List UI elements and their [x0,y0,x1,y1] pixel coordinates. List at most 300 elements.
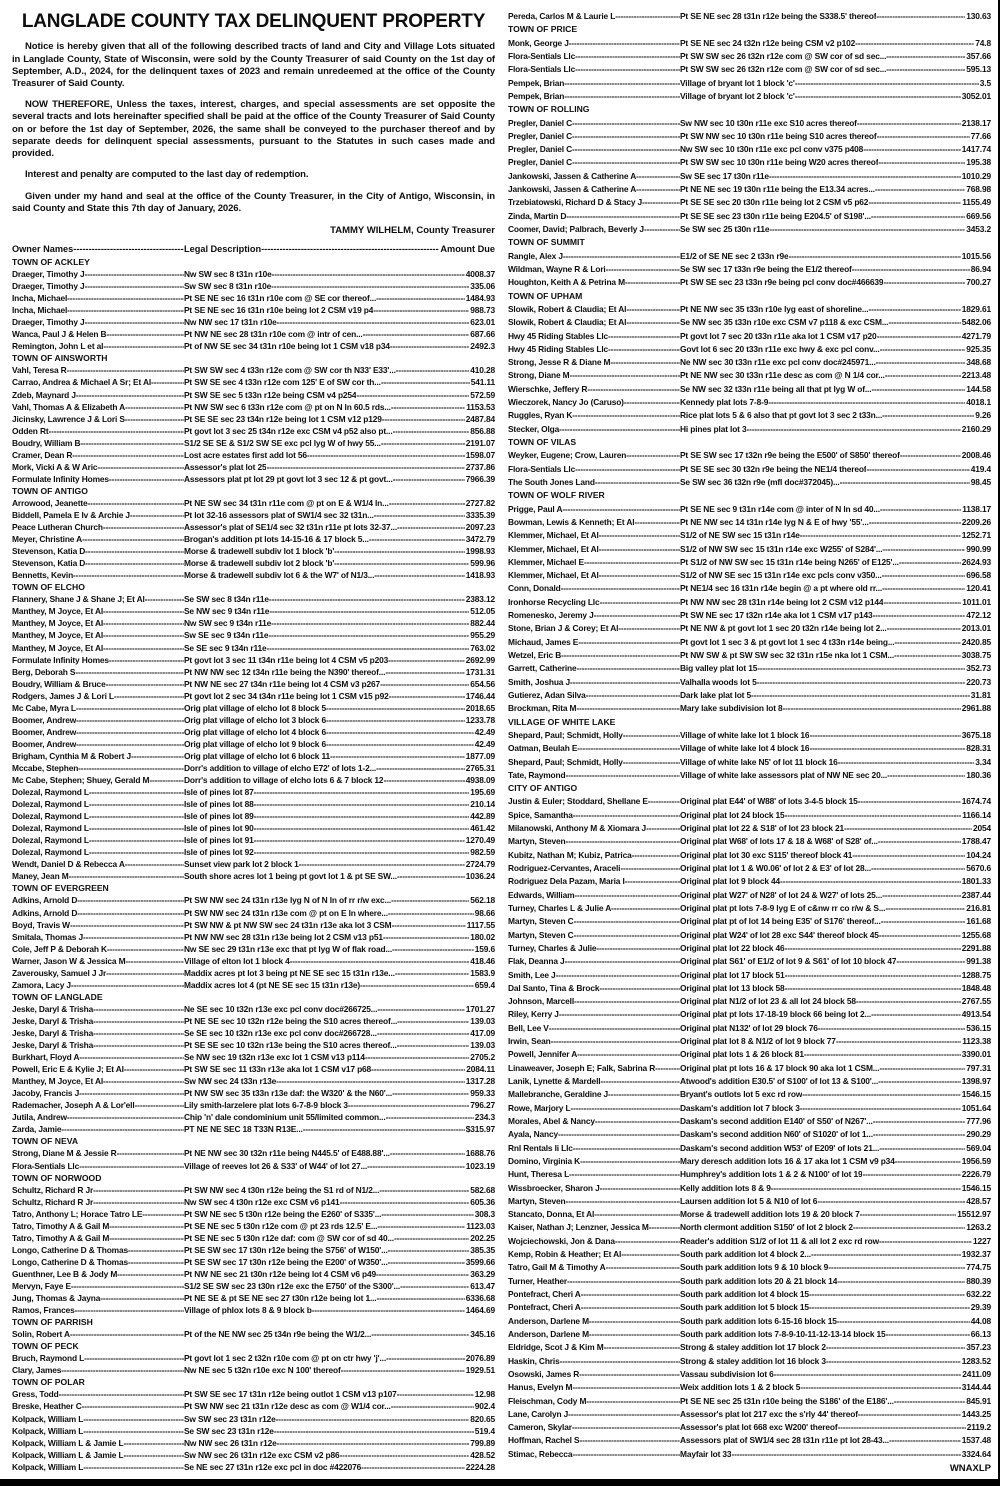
legal-description: Pt SW SE sec 5 t33n r12e being CSM v4 p254 [184,389,357,400]
leader-dashes [565,1195,680,1208]
leader-dashes [79,1160,184,1172]
leader-dashes [326,702,465,714]
property-row [508,609,991,622]
section-heading: TOWN OF ACKLEY [12,257,90,267]
property-row [508,809,991,822]
owner-name: Hanus, Evelyn M [508,1382,573,1393]
leader-dashes [809,1301,970,1314]
owner-name: Rangle, Alex J [508,250,563,261]
amount-due: 180.02 [470,931,495,942]
leader-dashes [886,1328,970,1341]
owner-names-header: Owner Names [12,244,74,254]
leader-dashes [858,1408,961,1421]
owner-cell [508,676,680,689]
property-row [508,250,991,263]
property-row [12,1075,495,1087]
owner-name: Jankowski, Jassen & Catherine A [508,170,637,181]
property-row [508,210,991,223]
property-row [508,569,991,582]
leader-dashes [606,1261,680,1274]
leader-dashes [800,1381,961,1394]
amount-due: 15512.97 [957,1209,991,1220]
legal-description: Daskam's second addition E140' of S50' of N267'... [680,1115,873,1126]
property-row [12,1027,495,1039]
leader-dashes [863,143,961,156]
amount-due: 1270.49 [465,835,495,846]
owner-name: Cramer, Dean R [12,449,73,460]
amount-due: 86.94 [970,263,991,274]
amount-due: 345.16 [470,1329,495,1340]
section-heading: CITY OF ANTIGO [508,783,578,794]
owner-cell [508,1221,680,1234]
leader-dashes [844,822,972,835]
property-row [508,37,991,50]
amount-due: 2213.48 [961,370,991,381]
amount-due: 2737.86 [465,461,495,472]
property-row [508,1275,991,1288]
amount-due: 1051.64 [961,1102,991,1113]
leader-dashes [299,858,465,870]
leader-dashes [271,280,469,292]
owner-cell [12,1292,184,1304]
legal-description: Se SE sec 9 t34n r11e [184,642,267,653]
leader-dashes [83,1461,184,1473]
owner-name: Turner, Heather [508,1275,568,1286]
owner-cell [12,473,184,485]
amount-due: 569.04 [966,1142,991,1153]
legal-description: Morse & tradewell subdiv lot 2 block 'b' [184,558,335,569]
legal-description: Daskam's second addition N60' of S1020' of lot 1... [680,1129,873,1140]
leader-dashes [649,1221,680,1234]
owner-cell [508,303,680,316]
owner-cell [508,702,680,715]
owner-name: Edwards, William [508,889,575,900]
amount-due: 2226.79 [961,1169,991,1180]
treasurer-signature: TAMMY WILHELM, County Treasurer [330,224,495,236]
leader-dashes [574,995,680,1008]
owner-name: Powell, Eric E & Kylie J; Et Al [12,1064,124,1075]
property-row [12,858,495,870]
leader-dashes [340,1196,470,1208]
leader-dashes [89,834,184,846]
leader-dashes [558,1128,680,1141]
property-row [12,1413,495,1425]
amount-due: 461.42 [470,823,495,834]
owner-name: Gress, Todd [12,1389,59,1400]
leader-dashes [600,1182,680,1195]
amount-due: 536.15 [966,1022,991,1033]
owner-cell [508,662,680,675]
leader-dashes [876,10,965,23]
owner-cell [12,979,184,991]
owner-name: Slowik, Robert & Claudia; Et Al [508,317,627,328]
owner-cell [12,292,184,304]
owner-name: Kubitz, Nathan M; Kubiz, Patrica [508,849,632,860]
listing-column-1 [12,256,495,1473]
leader-dashes [390,340,469,352]
leader-dashes [254,834,465,846]
property-row [508,1261,991,1274]
owner-cell [12,955,184,967]
leader-dashes [623,756,680,769]
property-row [12,304,495,316]
leader-dashes [85,545,184,557]
leader-dashes [67,1111,184,1123]
owner-name: Brockman, Rita M [508,703,577,714]
amount-due: 2291.88 [961,942,991,953]
legal-description: Isle of pines lot 91 [184,835,254,846]
leader-dashes [561,582,680,595]
amount-due: 220.73 [966,676,991,687]
owner-cell [508,556,680,569]
amount-due: 1932.37 [961,1249,991,1260]
leader-dashes [386,1111,474,1123]
owner-cell [508,1022,680,1035]
leader-dashes [853,1221,965,1234]
leader-dashes [100,1292,184,1304]
legal-description: Se SW sec 17 t33n r9e being the E1/2 thereof [680,263,852,274]
owner-cell [508,862,680,875]
amount-due: 139.03 [470,1040,495,1051]
property-row [508,476,991,489]
leader-dashes [276,1075,465,1087]
leader-dashes [869,516,961,529]
legal-description: Original plat pt of lot 14 being E35' of S176' thereof... [680,916,881,927]
amount-due: 856.88 [470,425,495,436]
leader-dashes [575,63,680,76]
property-row [12,292,495,304]
owner-name: Schultz, Richard R Jr [12,1184,94,1195]
legal-description: Pt SE SW sec 17 t32n r9e being the E500' of S850' thereof [680,450,900,461]
owner-cell [508,1301,680,1314]
amount-due: 1023.19 [465,1160,495,1171]
leader-dashes [381,376,470,388]
owner-cell [12,437,184,449]
property-row [12,1256,495,1268]
property-row [12,750,495,762]
leader-dashes [881,915,966,928]
owner-cell [508,1395,680,1408]
legal-description: Se NW sec 9 t34n r11e [184,606,270,617]
owner-name: Shepard, Paul; Schmidt, Holly [508,756,623,767]
property-row [508,862,991,875]
owner-cell [12,1123,184,1135]
owner-name: Biddell, Pamela E Iv & Archie J [12,509,130,520]
legal-description: E1/2 of SE NE sec 2 t33n r9e [680,250,789,261]
legal-description: Ne SE sec 10 t32n r13e exc pcl conv doc#266725... [184,1003,378,1014]
owner-cell [508,1208,680,1221]
owner-name: Jicinsky, Lawrence J & Lori S [12,413,125,424]
owner-name: Pregler, Daniel C [508,130,573,141]
owner-cell [508,1195,680,1208]
amount-due: 1701.27 [465,1003,495,1014]
owner-name: Strong, Jesse R & Diane M [508,357,611,368]
amount-due: 1417.74 [961,144,991,155]
owner-name: Zaverousky, Samuel J Jr [12,967,107,978]
legal-description: Nw SW sec 8 t31n r10e [184,269,272,280]
owner-name: Oatman, Beulah E [508,743,578,754]
owner-name: Lanik, Lynette & Mardell [508,1076,601,1086]
leader-dashes [795,90,961,103]
property-row [508,1208,991,1221]
owner-name: Tatro, Timothy A & Gail M [12,1232,110,1243]
owner-name: Martyn, Steven C [508,929,574,940]
legal-description: Pt of the NE NW sec 25 t34n r9e being the W1/2... [184,1329,372,1340]
owner-cell [508,995,680,1008]
property-row [508,1008,991,1021]
legal-description: Nw NE sec 5 t32n r10e exc N 100' thereof [184,1365,341,1376]
owner-name: Fleischman, Cody M [508,1395,587,1406]
leader-dashes [800,529,961,542]
owner-cell [508,1355,680,1368]
amount-due: 3038.75 [961,650,991,660]
amount-due: 797.31 [966,1062,991,1073]
leader-dashes [82,1400,184,1412]
leader-dashes [857,117,961,130]
legal-description: Se SE sec 10 t32n r13e exc pcl conv doc#266728... [184,1028,377,1038]
legal-description: North clermont addition S150' of lot 2 block 2 [680,1222,853,1233]
property-row [508,516,991,529]
legal-description: Reader's addition S1/2 of lot 11 & all lot 2 exc rd row [680,1235,879,1246]
owner-cell [508,1088,680,1101]
property-row [508,170,991,183]
leader-dashes [83,1413,184,1425]
owner-cell [12,1196,184,1208]
leader-dashes [572,1381,680,1394]
legal-description: Original plat pt lots 16 & 17 block 90 aka lot 1 CSM... [680,1062,880,1073]
owner-cell [12,1449,184,1461]
leader-dashes [586,1395,680,1408]
amount-due: 1011.01 [962,596,991,607]
legal-description: Sw NW sec 10 t30n r11e exc S10 acres thereof [680,117,857,128]
leader-dashes [873,609,966,622]
leader-dashes [809,742,965,755]
owner-name: Ramos, Frances [12,1305,75,1316]
owner-name: Shepard, Paul; Schmidt, Holly [508,729,623,740]
section-heading: TOWN OF WOLF RIVER [508,490,605,501]
owner-cell [12,569,184,581]
leader-dashes [572,143,680,156]
amount-due: 1252.71 [961,530,991,541]
legal-description: Original plat lot 1 & W0.06' of lot 2 & E3' of lot 28... [680,863,872,873]
leader-dashes [124,1063,184,1075]
leader-dashes [888,316,960,329]
property-row [12,557,495,569]
leader-dashes [109,1220,184,1232]
property-row [508,369,991,382]
owner-cell [508,1341,680,1354]
property-row [12,461,495,473]
leader-dashes [254,822,470,834]
legal-description: Pt SW NW sec 4 t30n r12e being the S1 rd of N1/2... [184,1184,380,1195]
property-row [508,276,991,289]
owner-name: Jeske, Daryl & Trisha [12,1003,94,1014]
leader-dashes [389,497,465,509]
property-row [12,762,495,774]
leader-dashes [76,714,184,726]
leader-dashes [388,907,474,919]
owner-name: Milanowski, Anthony M & Xiomara J [508,823,647,834]
section-heading: TOWN OF SUMMIT [508,237,585,248]
leader-dashes [93,1015,184,1027]
owner-name: Zdeb, Maynard J [12,389,76,400]
amount-due: 4938.09 [465,775,495,786]
amount-due: 2224.28 [465,1461,495,1472]
leader-dashes [626,303,680,316]
section-heading: TOWN OF NORWOOD [12,1172,102,1183]
owner-cell [508,463,680,476]
leader-dashes [376,1268,469,1280]
owner-name: Rowe, Marjory L [508,1102,571,1113]
property-row [508,1062,991,1075]
leader-dashes [608,1088,680,1101]
leader-dashes [130,509,184,521]
property-row [12,1087,495,1099]
owner-cell [12,1461,184,1473]
amount-due: 98.66 [474,907,495,918]
owner-cell [12,268,184,280]
owner-cell [12,894,184,906]
legal-description: Pt SW NW sec 21 t31n r12e desc as com @ W1/4 cor... [184,1401,391,1412]
legal-description: Pt lot 32-16 assessors plat of SW1/4 sec 32 t31n... [184,509,374,520]
leader-dashes [615,10,680,23]
owner-name: Hunt, Theresa L [508,1169,570,1180]
leader-dashes [70,919,184,931]
amount-due: 2387.44 [961,889,991,900]
property-row [12,364,495,376]
property-row [508,969,991,982]
owner-cell [12,1051,184,1063]
property-row [508,1408,991,1421]
leader-dashes [572,156,680,169]
owner-cell [12,521,184,533]
leader-dashes [636,170,680,183]
legal-description: Humphrey's addition lots 1 & 2 & N100' of lot 19 [680,1169,863,1180]
property-row [508,529,991,542]
amount-due: 2383.12 [465,594,495,605]
legal-description: Isle of pines lot 89 [184,811,254,822]
owner-cell [12,328,184,340]
leader-dashes [858,795,961,808]
leader-dashes [785,942,961,955]
leader-dashes [388,654,465,666]
owner-name: Bennetts, Kevin [12,570,74,581]
legal-description: Se SW sec 8 t34n r11e [184,594,269,605]
leader-dashes [76,726,184,738]
wnaxlp-code: WNAXLP [949,1463,991,1475]
leader-dashes [367,1160,465,1172]
property-row [12,413,495,425]
owner-name: Gutierez, Adan Silva [508,689,586,700]
amount-due: 130.63 [966,11,991,21]
amount-due: 1233.78 [465,714,495,725]
owner-name: Garrett, Catherine [508,663,577,674]
legal-description: Original plat lot 8 & N1/2 of lot 9 block 77 [680,1036,836,1047]
property-row [508,423,991,436]
leader-dashes [768,396,965,409]
legal-description: Assessor's plat lot 217 exc the s'rly 44' thereof [680,1408,858,1419]
leader-dashes [388,1244,470,1256]
owner-cell [12,1220,184,1232]
owner-cell [508,90,680,103]
property-row [508,1395,991,1408]
amount-due: 2692.99 [465,654,495,665]
owner-name: Boudry, William B [12,437,81,448]
leader-dashes [889,1434,961,1447]
section-heading: TOWN OF NEVA [12,1136,79,1147]
owner-cell [508,396,680,409]
owner-name: The South Jones Land [508,476,595,487]
owner-name: Martyn, Steven [508,836,566,847]
amount-due: 3144.44 [961,1382,991,1393]
section-heading: TOWN OF LANGLADE [12,991,103,1002]
legal-description: Pt SE NE sec 5 t30n r12e com @ pt 23 rds 12.5' E... [184,1220,378,1231]
leader-dashes [894,636,960,649]
leader-dashes [871,210,965,223]
leader-dashes [887,769,965,782]
leader-dashes [71,979,184,991]
legal-description: Pt SE NE sec 28 t31n r12e being the S338.5' thereof [680,11,877,21]
amount-due: 2705.2 [470,1052,495,1063]
legal-description: S1/2 of NE SW sec 15 t31n r14e [680,530,800,541]
owner-name: Manthey, M Joyce, Et Al [12,642,104,653]
owner-cell [12,822,184,834]
legal-description: Original plat N1/2 of lot 23 & all lot 24 block 58 [680,996,856,1007]
legal-description: Sw SW sec 23 t31n r12e [184,1413,276,1424]
section-heading: TOWN OF ROLLING [508,104,590,115]
property-row [12,1280,495,1292]
amount-due: 1288.75 [961,969,991,980]
owner-cell [12,1388,184,1400]
property-row [508,662,991,675]
owner-name: Boomer, Andrew [12,738,77,749]
amount-due: 2191.07 [465,437,495,448]
leader-dashes [369,533,465,545]
amount-due: 290.29 [966,1129,991,1140]
leader-dashes [334,545,465,557]
leader-dashes [600,1075,680,1088]
leader-dashes [125,955,184,967]
section-heading: TOWN OF PECK [12,1341,79,1352]
owner-name: Flora-Sentials Llc [508,463,576,474]
owner-cell [12,1364,184,1376]
property-row [12,316,495,328]
leader-dashes [397,1039,470,1051]
legal-description: Lily smith-larzelere plat lots 6-7-8-9 block 3 [184,1100,348,1111]
property-row [12,919,495,931]
owner-name: Stecker, Olga [508,423,560,434]
leader-dashes [330,750,465,762]
legal-description: Pt SE NE sec 9 t31n r14e com @ inter of N ln sd 40... [680,503,880,514]
owner-name: Pontefract, Cheri A [508,1302,581,1313]
leader-dashes [877,330,961,343]
owner-name: Morales, Abel & Nancy [508,1115,595,1126]
section-heading: TOWN OF VILAS [508,437,577,447]
owner-name: Wissbroecker, Sharon J [508,1182,600,1193]
owner-name: Haskin, Chris [508,1355,560,1366]
owner-name: Flora-Sentials Llc [508,50,576,61]
property-row [12,497,495,509]
owner-name: Zarda, Jamie [12,1124,62,1135]
legal-description: Original plat N132' of lot 29 block 76 [680,1022,818,1033]
legal-description: Pt SE NE sec 16 t31n r10e being lot 2 CSM v19 p4 [184,305,374,316]
property-row [12,401,495,413]
amount-due: 2411.09 [962,1368,991,1379]
property-row [12,1437,495,1449]
amount-due: 2727.82 [465,497,495,508]
leader-dashes [271,617,469,629]
property-row [508,742,991,755]
